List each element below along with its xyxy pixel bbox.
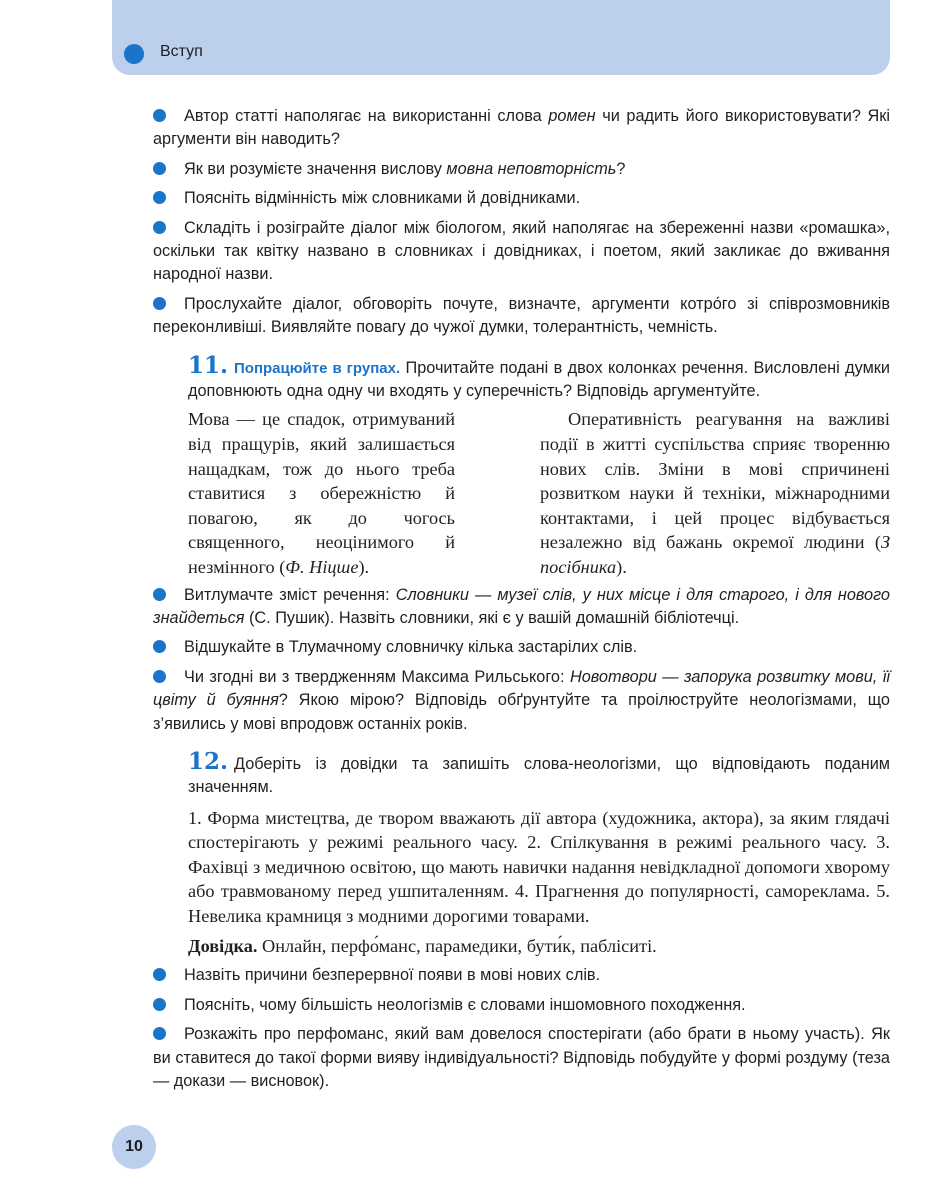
task-12-body: 1. Форма мистецтва, де твором вважають дії автора (художника, актора), за яким глядачі спостерігають у режимі реального часу. 2. Спілкування в режимі реального часу. 3. Фахівці з медичною освітою, що мають навички надання невідкладної допомоги хворому або травмованому перед ушпиталенням. 4. Прагнення до популярності, самореклама. 5. Невелика крамниця з модними дорогими товарами. (188, 807, 890, 926)
bullet-dot-icon (153, 998, 166, 1011)
bullet-item: Прослухайте діалог, обговоріть почуте, визначте, аргументи котро́го зі співрозмовників переконливіші. Виявляйте повагу до чужої думки, толерантність, чемність. (153, 294, 890, 337)
header-band (112, 0, 890, 75)
bullet-item: Витлумачте зміст речення: Словники — музеї слів, у них місце і для старого, і для нового знайдеться (С. Пушик). Назвіть словники, які є у вашій домашній бібліотечці. (153, 585, 890, 628)
bullet-item: Поясніть відмінність між словниками й довідниками. (153, 187, 890, 210)
bullet-dot-icon (153, 670, 166, 683)
bullet-dot-icon (153, 640, 166, 653)
bullet-item: Як ви розумієте значення вислову мовна неповторність? (153, 158, 890, 181)
bullet-dot-icon (153, 221, 166, 234)
bullet-item: Розкажіть про перфоманс, який вам довелося спостерігати (або брати в ньому участь). Як ви ставитеся до такої форми вияву індивідуальності? Відповідь побудуйте у формі роздуму (теза — докази — висновок). (153, 1025, 890, 1090)
task-12-heading: 12. Доберіть із довідки та запишіть слова-неологізми, що відповідають поданим значенням. (188, 748, 890, 797)
bullets-top (153, 105, 890, 340)
task-number: 12. (188, 748, 229, 776)
bullets-mid (153, 584, 890, 736)
bullet-dot-icon (153, 297, 166, 310)
reference-note: Довідка. Онлайн, перфо́манс, парамедики, бути́к, пабліситі. (188, 935, 657, 956)
bullet-item: Назвіть причини безперервної появи в мові нових слів. (153, 964, 890, 987)
quote-left: Мова — це спадок, отримуваний від пращурів, який залишається нащадкам, тож до нього треба ставитися з обережністю й повагою, як до чогось священного, неоцінимого й незмінного (Ф. Ніцше). (188, 409, 455, 578)
bullet-item: Поясніть, чому більшість неологізмів є словами іншомовного походження. (153, 994, 890, 1017)
bullet-dot-icon (153, 109, 166, 122)
bullet-item: Автор статті наполягає на використанні слова ромен чи радить його використовувати? Які аргументи він наводить? (153, 107, 891, 149)
bullet-item: Відшукайте в Тлумачному словничку кілька застарілих слів. (153, 636, 890, 659)
bullet-dot-icon (153, 588, 166, 601)
bullet-dot-icon (153, 191, 166, 204)
bullet-item: Складіть і розіграйте діалог між біологом, який наполягає на збереженні назви «ромашка», оскільки так квітку названо в словниках і довідниках, і поетом, який закликає до вживання народної назви. (153, 218, 890, 284)
bullets-bottom (153, 964, 890, 1093)
quote-columns (188, 407, 890, 579)
bullet-dot-icon (153, 968, 166, 981)
bullet-dot-icon (153, 162, 166, 175)
quote-right: Оперативність реагування на важливі події в житті суспільства сприяє творенню нових слів. Зміни в мові спричинені розвитком науки й техніки, міжнародними контактами, і цей процес відбувається незалежно від бажань окремої людини (З посібника). (540, 409, 890, 578)
task-11-heading: 11. Попрацюйте в групах. Прочитайте подані в двох колонках речення. Висловлені думки доповнюють одна одну чи входять у суперечність? Відповідь аргументуйте. (188, 351, 890, 401)
bullet-dot-icon (153, 1027, 166, 1040)
page-number-badge: 10 (112, 1125, 156, 1169)
task-number: 11. (188, 351, 229, 379)
section-marker-dot (124, 44, 144, 64)
reference-label: Довідка. (188, 935, 258, 956)
task-label: Попрацюйте в групах. (234, 359, 401, 377)
bullet-item: Чи згодні ви з твердженням Максима Рильського: Новотвори — запорука розвитку мови, її цвіту й буяння? Якою мірою? Відповідь обґрунтуйте та проілюструйте неологізмами, що з’явились у мові впродовж останніх років. (153, 667, 890, 733)
page-content (153, 105, 890, 1099)
section-title: Вступ (160, 43, 203, 60)
